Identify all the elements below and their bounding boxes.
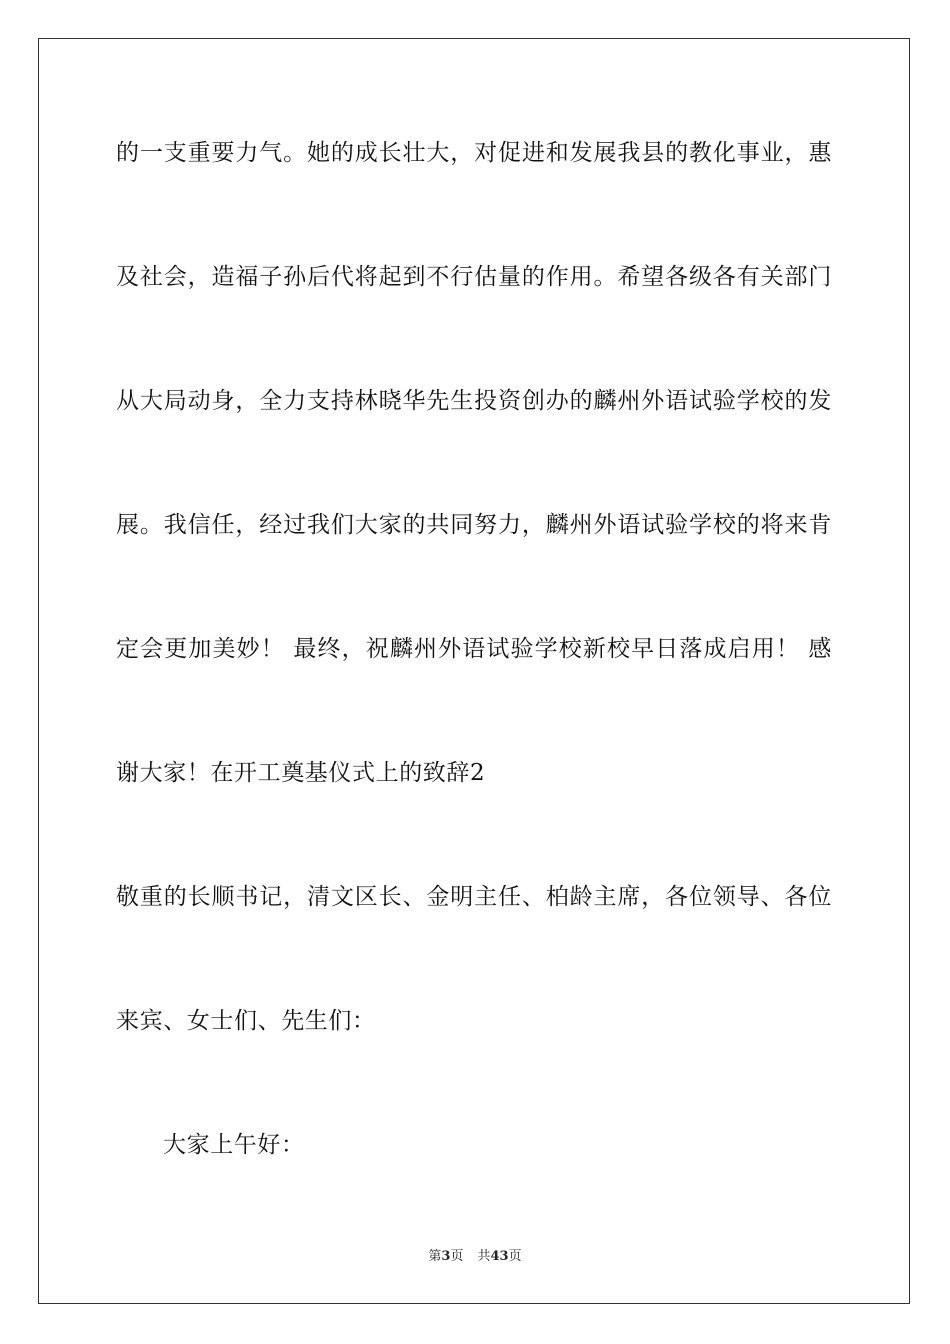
body-text-line: 的一支重要力气。她的成长壮大，对促进和发展我县的教化事业，惠 [116, 140, 832, 166]
page-footer [0, 1248, 950, 1266]
total-suffix: 页 [508, 1249, 522, 1264]
total-prefix: 共 [477, 1249, 491, 1264]
total-pages: 43 [490, 1249, 509, 1264]
page-prefix: 第 [428, 1249, 442, 1264]
page-suffix: 页 [450, 1249, 464, 1264]
body-text-line: 谢大家！在开工奠基仪式上的致辞2 [116, 760, 486, 786]
body-text-line: 及社会，造福子孙后代将起到不行估量的作用。希望各级各有关部门 [116, 264, 832, 290]
page-border [38, 38, 910, 1304]
greeting-line: 大家上午好： [163, 1132, 305, 1158]
page-number: 3 [441, 1249, 451, 1264]
body-text-line: 敬重的长顺书记，清文区长、金明主任、柏龄主席，各位领导、各位 [116, 884, 832, 910]
body-text-line: 来宾、女士们、先生们： [116, 1008, 376, 1034]
body-text-line: 从大局动身，全力支持林晓华先生投资创办的麟州外语试验学校的发 [116, 388, 832, 414]
body-text-line: 定会更加美妙！ 最终，祝麟州外语试验学校新校早日落成启用！ 感 [116, 636, 832, 662]
body-text-line: 展。我信任，经过我们大家的共同努力，麟州外语试验学校的将来肯 [116, 512, 832, 538]
